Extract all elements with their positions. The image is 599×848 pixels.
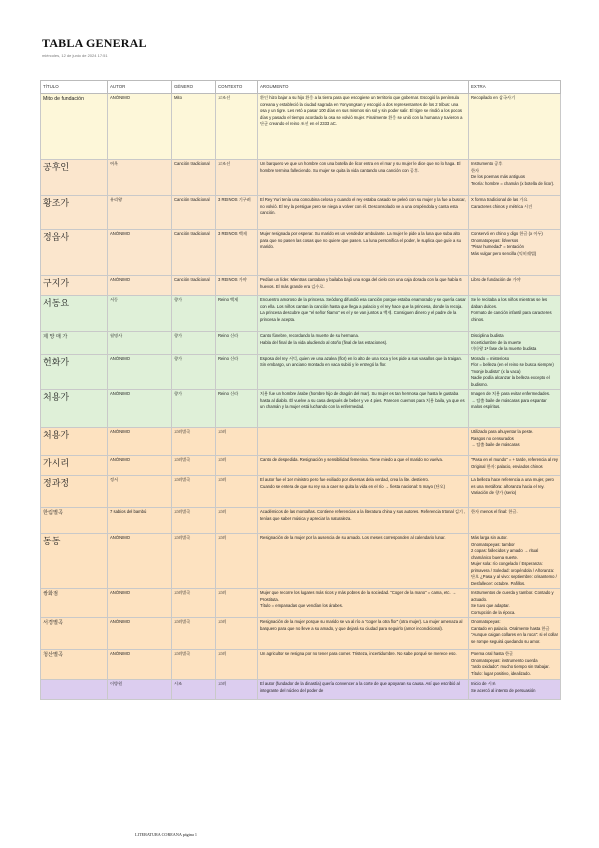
- cell-context: 고려: [216, 650, 258, 680]
- cell-argument: Un barquero ve que un hombre con una botella de licor entra en el mar y su mujer le dice que no lo haga. El hombre termina falleciendo. Su mujer se quita la vida cantando una canción con 공후.: [258, 160, 469, 196]
- cell-title: 동동: [41, 534, 108, 589]
- cell-genre: 고려별곡: [172, 508, 216, 534]
- table-row: [41, 196, 561, 230]
- cell-extra: Conservó en chino y digo 한글 (x 이두) Onomatopeyas: lit/versos "Pisar humedad" = tentación Más vulgar pero sencilla (익히궤법): [469, 230, 561, 276]
- table-row: [41, 160, 561, 196]
- cell-argument: El autor (fundador de la dinastía) quería convencer a la corte de que apoyaran su causa. Así que escribió al integrante del núcleo del poder de: [258, 680, 469, 700]
- cell-title: 정과정: [41, 476, 108, 508]
- cell-extra: Más larga sin autor. Onomatopeyas: tambor 2 copas: fallecidos y amado → ritual chamánico buena suerte. Mujer sola: río congelado / Esperanza: primavera / Soledad: oropéndola / Añoranza: 단오 ¿Pasa y al vivo: septiembre: crisantemo / Desfallecer: octubre. Pafillos.: [469, 534, 561, 589]
- cell-extra: Morado = misterioso Flor = belleza (en el reino se busca siempre) "monje budista" (x la vaca) Nadie podía alcanzar la belleza excepto el budismo.: [469, 354, 561, 390]
- cell-context: 고려: [216, 680, 258, 700]
- cell-context: Reino 신라: [216, 354, 258, 390]
- cell-author: ANÓNIMO: [108, 276, 172, 296]
- page-datetime: miércoles, 12 de junio de 2024 17:51: [42, 53, 108, 58]
- cell-extra: La belleza hace referencia a una mujer, pero es una metáfora: añoranza hacia el rey. Variación de 향가 (serio): [469, 476, 561, 508]
- cell-title: 청산별곡: [41, 650, 108, 680]
- cell-argument: Mujer que recorre los lugares más ricos y más pobres de la sociedad. "Coger de la mano" = cama, etc. → Prostituta. Título = empanadas que vendían los árabes.: [258, 589, 469, 618]
- cell-argument: 환인 hizo bajar a su hijo 환웅 a la tierra para que escogiese un territorio que gobernar. Escogió la península coreana y estableció la ciudad sagrada en Yonyongsan y escogió a dos representantes de los 2 tribus: una osa y un tigre. Les retó a pasar 100 días en sus mismos sin sol y sin poder salir. El tigre se rindió a los pocos días y pasado el tiempo acordado la osa se volvió mujer. Finalmente 환웅 se unió con la humana y tuvieron a 단군 creando el reino 조선 en el 2333 aC.: [258, 94, 469, 160]
- table-row: [41, 428, 561, 456]
- cell-title: 한림별곡: [41, 508, 108, 534]
- cell-title: 처용가: [41, 390, 108, 428]
- table-row: [41, 589, 561, 618]
- cell-extra: Onomatopeyas: Cantado en palacio. Oralmente hasta 한글 "Aunque caigan collares en la roca": si el collar se rompe seguirá quedando su amor.: [469, 618, 561, 650]
- table-row: [41, 276, 561, 296]
- cell-context: 고려: [216, 456, 258, 476]
- cell-author: 정서: [108, 476, 172, 508]
- cell-genre: 향가: [172, 332, 216, 355]
- cell-author: ANÓNIMO: [108, 456, 172, 476]
- cell-author: ANÓNIMO: [108, 94, 172, 160]
- cell-argument: Esposa del rey 서덕, quien ve una azalea (flor) en lo alto de una roca y les pide a sus vasallos que la traigan. Sin embargo, un anciano montado en vaca subió y le entregó la flor.: [258, 354, 469, 390]
- cell-genre: Mito: [172, 94, 216, 160]
- cell-context: 고려: [216, 618, 258, 650]
- cell-title: Mito de fundación: [41, 94, 108, 160]
- cell-author: ANÓNIMO: [108, 618, 172, 650]
- cell-genre: 고려별곡: [172, 428, 216, 456]
- table-row: [41, 680, 561, 700]
- cell-title: 서경별곡: [41, 618, 108, 650]
- header-argument: ARGUMENTO: [258, 81, 469, 94]
- cell-argument: Resignación de la mujer porque su marido se va al río a "coger la otra flor" (otra mujer). La mujer amenaza al barquero para que no lleve a su amado, y que dejará su ciudad para seguirlo (amor incondicional).: [258, 618, 469, 650]
- cell-title: [41, 680, 108, 700]
- cell-genre: 고려별곡: [172, 650, 216, 680]
- table-row: [41, 230, 561, 276]
- cell-author: ANÓNIMO: [108, 589, 172, 618]
- cell-argument: El Rey Yuri tenía una concubina celosa y cuando el rey estaba casado se peleó con su mujer y la fue a buscar, no volvió. El rey la persigue pero se niega a volver con él. Desconsolado ve a una oropéndola y canta esta canción.: [258, 196, 469, 230]
- cell-title: 제 망 매 가: [41, 332, 108, 355]
- cell-extra: Disciplina budista Incertidumbre de la muerte 미타왕 1ª fase de la muerte budista: [469, 332, 561, 355]
- cell-context: 고조선: [216, 160, 258, 196]
- table-row: [41, 354, 561, 390]
- cell-argument: Canto fúnebre, recordando la muerte de su hermana. Habla del final de la vida aludiendo al otoño (final de las estaciones).: [258, 332, 469, 355]
- cell-genre: 고려별곡: [172, 476, 216, 508]
- cell-context: 고려: [216, 589, 258, 618]
- cell-extra: Recopilado en 삼국사기: [469, 94, 561, 160]
- cell-extra: Instrumento 공후 한자 De los poemas más antiguos Teoría: hombre = chamán (x botella de licor).: [469, 160, 561, 196]
- cell-genre: Canción tradicional: [172, 230, 216, 276]
- table-row: [41, 332, 561, 355]
- cell-genre: Canción tradicional: [172, 276, 216, 296]
- cell-genre: Canción tradicional: [172, 196, 216, 230]
- cell-argument: [258, 428, 469, 456]
- cell-genre: 향가: [172, 296, 216, 332]
- header-genre: GÉNERO: [172, 81, 216, 94]
- cell-context: Reino 신라: [216, 390, 258, 428]
- cell-argument: Resignación de la mujer por la ausencia de su amado. Los meses corresponden al calendario lunar.: [258, 534, 469, 589]
- cell-extra: Utilizado para ahuyentar la peste. Rasgos no censurados → 탈춤 baile de máscaras: [469, 428, 561, 456]
- cell-genre: 시조: [172, 680, 216, 700]
- cell-context: Reino 백제: [216, 296, 258, 332]
- table-row: [41, 94, 561, 160]
- cell-author: 월명사: [108, 332, 172, 355]
- table-header-row: [41, 81, 561, 94]
- table-row: [41, 508, 561, 534]
- cell-author: ANÓNIMO: [108, 354, 172, 390]
- cell-title: 가시리: [41, 456, 108, 476]
- cell-argument: Canto de despedida. Resignación y sensibilidad femenina. Tiene miedo a que el marido no vuelva.: [258, 456, 469, 476]
- cell-extra: Instrumentos de cuerda y tambor. Contado y actuado. Se tuvo que adaptar. Corrupción de la época.: [469, 589, 561, 618]
- cell-genre: Canción tradicional: [172, 160, 216, 196]
- cell-author: ANÓNIMO: [108, 230, 172, 276]
- table-row: [41, 618, 561, 650]
- cell-argument: El autor fue el 1er ministro pero fue exiliado por diversas dela verdad, crea la lite. destierro. Cuando se entera de que su rey va a caer se quita la vida en el río → fiesta nacional: 5 mayo (단오): [258, 476, 469, 508]
- cell-genre: 고려별곡: [172, 618, 216, 650]
- cell-argument: Mujer resignada por esperar. Su marido es un vendedor ambulante. La mujer le pide a la luna que suba alto para que no pasen las cosas que no quiere que pasen. La luna personifica el poder, le suplica que guíe a su marido.: [258, 230, 469, 276]
- general-table: [40, 80, 561, 700]
- cell-author: ANÓNIMO: [108, 390, 172, 428]
- page-title: TABLA GENERAL: [42, 36, 147, 50]
- cell-author: 유리왕: [108, 196, 172, 230]
- header-title: TÍTULO: [41, 81, 108, 94]
- cell-context: Reino 신라: [216, 332, 258, 355]
- cell-author: ANÓNIMO: [108, 650, 172, 680]
- header-context: CONTEXTO: [216, 81, 258, 94]
- cell-author: 7 sabios del bambú: [108, 508, 172, 534]
- cell-context: 고려: [216, 476, 258, 508]
- cell-genre: 고려별곡: [172, 534, 216, 589]
- cell-extra: Libro de fundación de 가야: [469, 276, 561, 296]
- cell-context: 3 REINOS 기구려: [216, 196, 258, 230]
- cell-author: ANÓNIMO: [108, 428, 172, 456]
- header-author: AUTOR: [108, 81, 172, 94]
- table-row: [41, 476, 561, 508]
- cell-title: 공후인: [41, 160, 108, 196]
- cell-extra: Poema oral hasta 한글 Onomatopeyas: instrumento cuerda "ardo oxidado": mucho tiempo sin trabajar. Título: lugar positivo, idealizado.: [469, 650, 561, 680]
- cell-extra: Inicio de 시조 Se acercó al intento de persuasión: [469, 680, 561, 700]
- cell-title: 서동요: [41, 296, 108, 332]
- cell-author: ANÓNIMO: [108, 534, 172, 589]
- cell-argument: Académicos de las montañas. Contiene referencias a la literatura china y sus autores. Referencia trtonal 김기 , tenías que saber música y apreciar la naturaleza.: [258, 508, 469, 534]
- page-footer: LITERATURA COREANA página 1: [135, 832, 197, 837]
- cell-title: 정읍사: [41, 230, 108, 276]
- header-extra: EXTRA: [469, 81, 561, 94]
- cell-extra: Imagen de 처용 para evitar enfermedades. → 탈춤 baile de máscaras para espantar malos espíritus.: [469, 390, 561, 428]
- cell-genre: 향가: [172, 354, 216, 390]
- cell-extra: X forma tradicional de las 가요 Caracteres chinos y métrica 시건: [469, 196, 561, 230]
- cell-extra: 한자 menos el final: 한글.: [469, 508, 561, 534]
- cell-context: 3 REINOS 가야: [216, 276, 258, 296]
- cell-context: 고조선: [216, 94, 258, 160]
- cell-title: 구지가: [41, 276, 108, 296]
- table-body: [41, 94, 561, 700]
- table-row: [41, 296, 561, 332]
- cell-argument: 처용 fue un hombre árabe (hombre hijo de dragón del mar). Su mujer es tan hermosa que hasta le gustaba hasta al diablo. Él vuelve a su casa después de beber y ve 4 pies. Parecen cuernos para 처용 baila, ya que es un chamán y la mujer está luchando con la enfermedad.: [258, 390, 469, 428]
- cell-author: 여옥: [108, 160, 172, 196]
- table-row: [41, 456, 561, 476]
- cell-genre: 고려별곡: [172, 456, 216, 476]
- cell-title: 처용가: [41, 428, 108, 456]
- cell-context: 고려: [216, 428, 258, 456]
- cell-context: 고려: [216, 534, 258, 589]
- cell-author: 이방원: [108, 680, 172, 700]
- cell-extra: Se le recitaba a los niños mientras se les daban dulces. Formato de canción infantil para caracteres chinos.: [469, 296, 561, 332]
- cell-extra: "Pasa en el mundo" = + tarde, referencia al rey Original 한자: palacio, enviados chinos: [469, 456, 561, 476]
- table-row: [41, 650, 561, 680]
- cell-argument: Un agricultor se resigna por no tener para comer. Tristeza, incertidumbre. No sabe porqué se merece eso.: [258, 650, 469, 680]
- cell-title: 헌화가: [41, 354, 108, 390]
- cell-author: 서동: [108, 296, 172, 332]
- cell-genre: 고려별곡: [172, 589, 216, 618]
- cell-context: 3 REINOS 백제: [216, 230, 258, 276]
- cell-context: 고려: [216, 508, 258, 534]
- cell-title: 쌍화점: [41, 589, 108, 618]
- cell-genre: 향가: [172, 390, 216, 428]
- cell-argument: Pedían un líder. Mientras cantaban y bailaba bajó una soga del cielo con una caja dorada con la que había 6 huevos. El más grande era 김수로.: [258, 276, 469, 296]
- table-row: [41, 390, 561, 428]
- cell-argument: Encuentro amoroso de la princesa. Seòdong difundió esa canción porque estaba enamorado y se quería casar con ella. Los niños cantan la canción hasta que llega a palacio y el rey hace que la princesa, donde la recoja. La princesa descubre que "el señor Ñamo" es el y se van juntos a 백제. Consiguen dinero y el padre de la princesa le acepta.: [258, 296, 469, 332]
- table-row: [41, 534, 561, 589]
- cell-title: 황조가: [41, 196, 108, 230]
